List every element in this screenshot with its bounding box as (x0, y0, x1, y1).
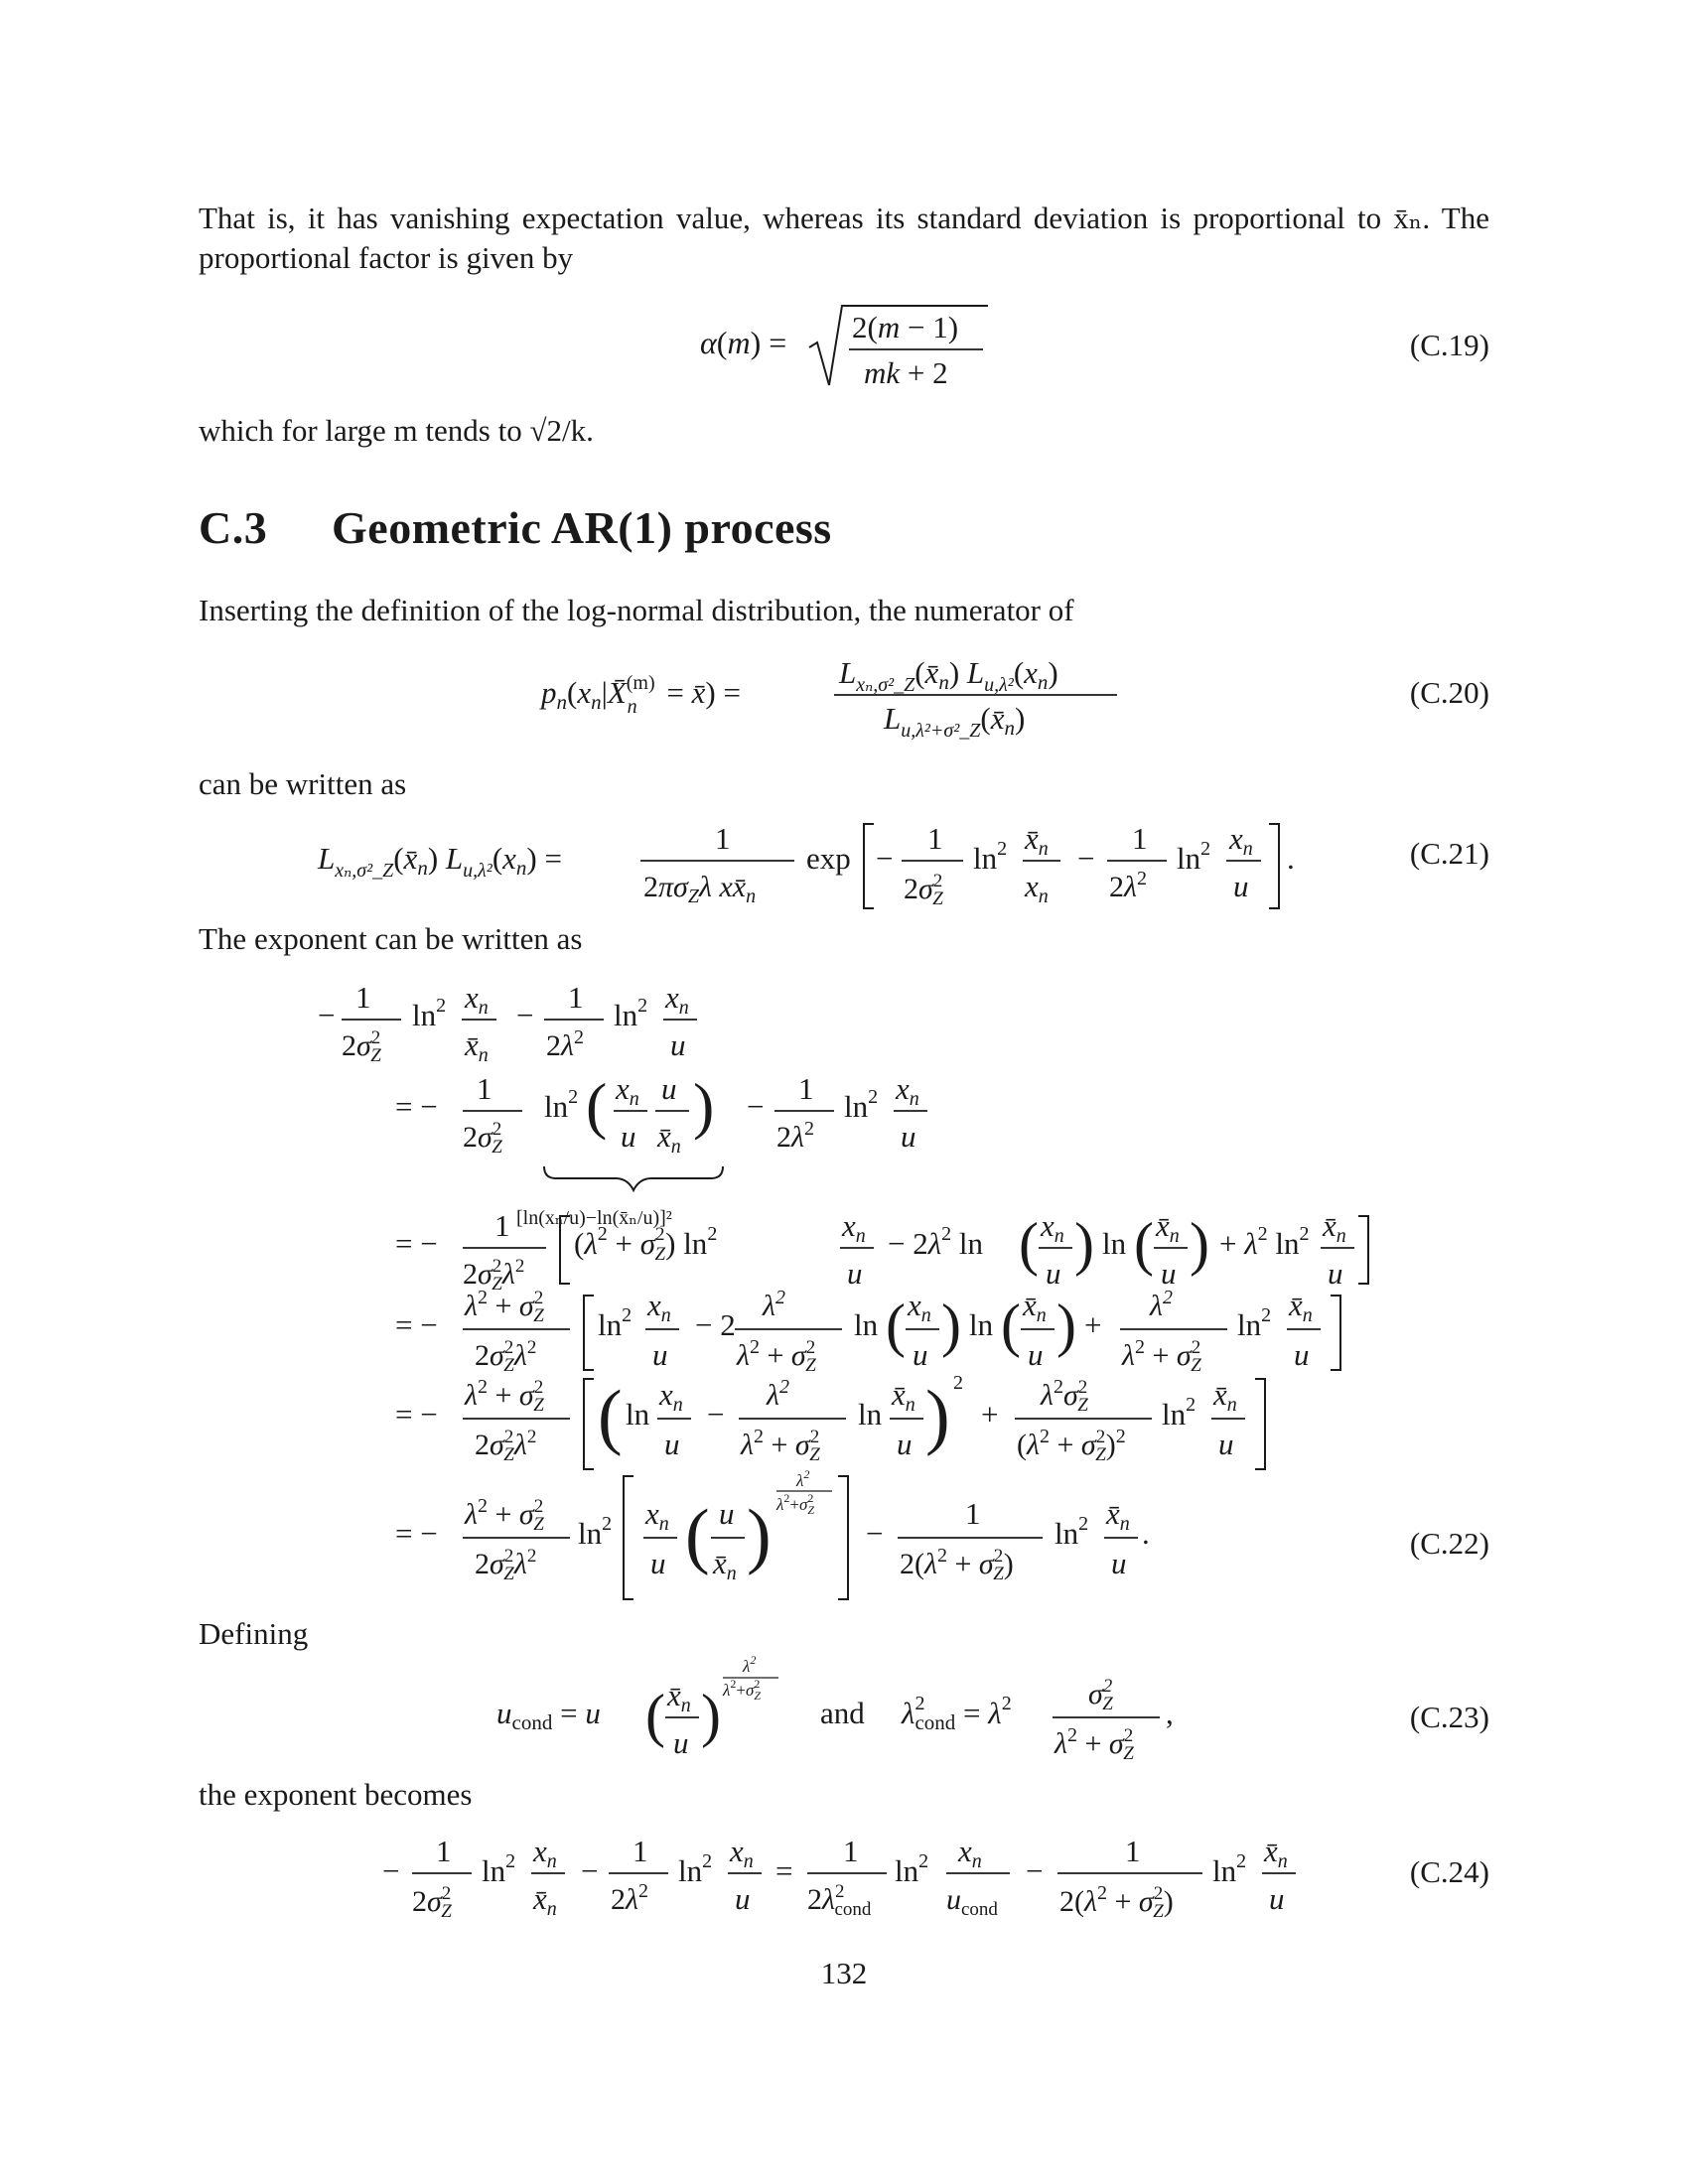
svg-text:x̄n: x̄n (1023, 1288, 1047, 1326)
svg-text:u: u (673, 1725, 689, 1760)
svg-text:λ2 + σ2Z: $\lambda^2 + \sigma^2$ Z (737, 1336, 816, 1376)
svg-text:ln: ln (854, 1307, 879, 1342)
svg-text:): ) (747, 1495, 772, 1576)
svg-text:xn: xn (842, 1208, 866, 1247)
svg-text:u: u (913, 1337, 928, 1372)
svg-text:xn: xn (616, 1071, 639, 1110)
equation-number-c22: (C.22) (1409, 1526, 1489, 1561)
svg-text:xn: xn (533, 1834, 557, 1872)
equation-number-c20: (C.20) (1409, 675, 1489, 710)
svg-text:ucond: $u_{cond}$ (946, 1883, 998, 1920)
svg-text:xn: xn (659, 1377, 683, 1416)
svg-text:−: − (707, 1397, 725, 1432)
svg-text:u: u (652, 1337, 668, 1372)
svg-text:.: . (1142, 1516, 1150, 1551)
svg-text:x̄n: x̄n (1213, 1377, 1237, 1416)
svg-text:x̄n: x̄n (1025, 821, 1049, 860)
svg-text:x̄n: x̄n (713, 1546, 737, 1584)
svg-text:λ2 + σ2Z: $\lambda^2 + \sigma^2$ Z (465, 1376, 544, 1416)
svg-text:2λ2: $2\lambda^2$ (776, 1118, 814, 1154)
svg-text:= −: = − (395, 1226, 438, 1261)
svg-text:α(m) =: α(m) = (700, 325, 787, 360)
svg-text:xn: xn (958, 1834, 982, 1872)
svg-text:ln: ln (858, 1397, 883, 1432)
svg-text:ucond = u: ucond = u (496, 1696, 601, 1734)
svg-text:1: 1 (633, 1834, 648, 1868)
equation-number-c19: (C.19) (1409, 328, 1489, 362)
svg-text:2πσZλ xx̄n: $2\pi\sigma_Z\lambda$ $xx̄_n$ (643, 871, 757, 907)
svg-text:= −: = − (395, 1307, 438, 1342)
svg-text:− 2: − 2 (695, 1307, 736, 1342)
paragraph-exponent-becomes: the exponent becomes (199, 1777, 473, 1812)
svg-text:λ2 + σ2Z: $\lambda^2 + \sigma^2$ Z (741, 1426, 820, 1465)
svg-text:− 2λ2 ln: − $2\lambda^2$ ln (888, 1223, 984, 1261)
svg-text:Lxₙ,σ²_Z(x̄n) Lu,λ²(xn) =: $L_{x_n,\sigma^2\_Z}(x̄n) L_{u,\lambda^2}(xn)$ = (318, 841, 562, 882)
svg-text:ln2: $\ln^2$ (1237, 1304, 1272, 1342)
svg-text:u: u (1218, 1427, 1234, 1461)
svg-text:pn(xn|X̄(m)n = x̄) =: pn(xn|X̄$^{(m)}$ n = x̄) = (541, 672, 741, 718)
svg-text:(: ( (1134, 1211, 1154, 1277)
svg-text:u: u (1028, 1337, 1044, 1372)
svg-text:2σ2Z: $2\sigma^2$ Z (342, 1027, 381, 1066)
svg-text:x̄n: x̄n (1323, 1208, 1346, 1247)
svg-text:λ2: $\lambda^2$ (763, 1287, 785, 1322)
svg-text:1: 1 (965, 1496, 981, 1531)
c22-brace-label: [ln(xₙ/u)−ln(x̄ₙ/u)]² (516, 1207, 672, 1229)
svg-text:(: ( (586, 1070, 608, 1141)
svg-text:λ2+σ2Z: $\lambda^2+\sigma^2$ Z (776, 1491, 815, 1517)
equation-number-c24: (C.24) (1409, 1854, 1489, 1889)
svg-text:−: − (318, 998, 336, 1032)
svg-text:λ2: $\lambda^2$ (767, 1376, 789, 1412)
svg-text:u: u (1328, 1256, 1343, 1291)
svg-text:x̄n: x̄n (1289, 1288, 1313, 1326)
svg-text:ln2: $\ln^2$ (578, 1513, 613, 1551)
equation-c20 (541, 645, 1137, 745)
svg-text:−: − (1077, 841, 1095, 876)
svg-text:ln2: $\ln^2$ (844, 1086, 879, 1124)
svg-text:2σ2Zλ2: $2\sigma^2$ $Z\lambda^2$ (475, 1337, 537, 1376)
svg-text:(λ2 + σ2Z) ln2: ($\lambda^2 + \sigma^2$ Z) $\ln^2$ (574, 1223, 718, 1265)
equation-c21 (318, 809, 1295, 918)
svg-text:ln2: $\ln^2$ (1177, 838, 1211, 876)
svg-text:2σ2Zλ2: $2\sigma^2$ $Z\lambda^2$ (475, 1427, 537, 1465)
svg-text:): ) (1190, 1211, 1209, 1277)
svg-text:(: ( (1001, 1293, 1021, 1358)
svg-text:λ2 + σ2Z: $\lambda^2 + \sigma^2$ Z (1122, 1336, 1201, 1376)
svg-text:λ2 + σ2Z: $\lambda^2 + \sigma^2$ Z (1055, 1724, 1134, 1764)
svg-text:xn: xn (1229, 821, 1253, 860)
svg-text:= −: = − (395, 1397, 438, 1432)
paragraph-large-m: which for large m tends to √2/k. (199, 413, 594, 448)
page-number: 132 (820, 1956, 868, 1990)
svg-text:(: ( (685, 1495, 710, 1576)
svg-text:−: − (581, 1853, 599, 1888)
c22-line-5 (395, 1372, 1265, 1469)
svg-text:ln2: $\ln^2$ (678, 1850, 713, 1888)
svg-text:ln2: $\ln^2$ (544, 1086, 579, 1124)
svg-text:u: u (670, 1027, 686, 1062)
svg-text:u: u (1294, 1337, 1310, 1372)
svg-text:u: u (1233, 869, 1249, 903)
svg-text:2σ2Z: $2\sigma^2$ Z (463, 1119, 502, 1158)
svg-text:ln2: $\ln^2$ (482, 1850, 516, 1888)
svg-text:ln2: $\ln^2$ (614, 995, 648, 1032)
svg-text:u: u (664, 1427, 680, 1461)
svg-text:ln2: $\ln^2$ (1212, 1850, 1247, 1888)
svg-text:2λ2: $2\lambda^2$ (546, 1026, 584, 1062)
svg-text:u: u (650, 1546, 666, 1580)
svg-text:+: + (981, 1397, 999, 1432)
svg-text:): ) (1056, 1293, 1076, 1358)
svg-text:1: 1 (436, 1834, 452, 1868)
svg-text:x̄n: x̄n (465, 1027, 489, 1066)
svg-text:u: u (719, 1496, 735, 1531)
svg-text:1: 1 (1132, 821, 1148, 856)
svg-text:2σ2Z: $2\sigma^2$ Z (412, 1883, 452, 1922)
svg-text:λ2: $\lambda^2$ (743, 1653, 757, 1676)
svg-text:λ2: $\lambda^2$ (1150, 1287, 1173, 1322)
svg-text:u: u (1269, 1881, 1285, 1916)
svg-text:u: u (897, 1427, 913, 1461)
svg-text:= −: = − (395, 1089, 438, 1124)
svg-text:2(λ2 + σ2Z): $2(\lambda^2 + \sigma^2$ Z) (1059, 1882, 1174, 1922)
svg-text:u: u (735, 1881, 751, 1916)
svg-text:xn: xn (665, 980, 689, 1019)
svg-text:ln2: $\ln^2$ (412, 995, 447, 1032)
svg-text:= −: = − (395, 1516, 438, 1551)
svg-text:(λ2 + σ2Z)2: ($\lambda^2 + \sigma^2$ Z)$^2$ (1017, 1426, 1126, 1465)
svg-text:xn: xn (908, 1288, 931, 1326)
c22-line-1 (318, 980, 697, 1066)
svg-text:2: 2 (953, 1372, 963, 1394)
svg-text:1: 1 (927, 821, 943, 856)
svg-text:(: ( (886, 1293, 906, 1358)
svg-text:x̄n: x̄n (1106, 1496, 1130, 1535)
svg-text:ln2: $\ln^2$ (973, 838, 1008, 876)
svg-text:ln: ln (626, 1397, 650, 1432)
c22-line-6 (395, 1467, 1150, 1599)
svg-text:xn: xn (465, 980, 489, 1019)
svg-text:ln2: $\ln^2$ (1162, 1394, 1196, 1432)
svg-text:u: u (1161, 1256, 1177, 1291)
svg-text:−: − (747, 1089, 765, 1124)
svg-text:xn: xn (647, 1288, 671, 1326)
svg-text:2σ2Zλ2: $2\sigma^2$ $Z\lambda^2$ (475, 1546, 537, 1584)
svg-text:u: u (621, 1119, 636, 1154)
svg-text:x̄n: x̄n (667, 1678, 691, 1716)
svg-text:1: 1 (715, 821, 731, 856)
svg-text:2σ2Zλ2: $2\sigma^2$ $Z\lambda^2$ (463, 1256, 525, 1295)
svg-text:xn: xn (730, 1834, 754, 1872)
svg-text:−: − (866, 1516, 884, 1551)
paragraph-defining: Defining (199, 1616, 309, 1651)
svg-text:+: + (1084, 1307, 1102, 1342)
svg-text:): ) (693, 1070, 715, 1141)
svg-text:x̄n: x̄n (1264, 1834, 1288, 1872)
svg-text:λ2cond = λ2: $\lambda^2$ cond = $\lambda^2$ (902, 1693, 1012, 1734)
svg-text:2σ2Z: $2\sigma^2$ Z (904, 871, 943, 909)
svg-text:λ2 + σ2Z: $\lambda^2 + \sigma^2$ Z (465, 1287, 544, 1326)
svg-text:x̄n: x̄n (657, 1119, 681, 1158)
svg-text:2λ2cond: $2\lambda^2$ cond (807, 1881, 872, 1920)
svg-text:ln: ln (969, 1307, 994, 1342)
svg-text:exp: exp (806, 841, 851, 876)
svg-text:u: u (661, 1071, 677, 1106)
c22-line-2 (395, 1070, 927, 1229)
svg-text:1: 1 (1125, 1834, 1141, 1868)
svg-text:−: − (516, 998, 534, 1032)
section-number: C.3 (199, 502, 268, 553)
paragraph-exponent: The exponent can be written as (199, 921, 583, 956)
c22-line-4 (395, 1287, 1340, 1376)
paragraph-can-be-written: can be written as (199, 766, 407, 801)
equation-number-c21: (C.21) (1409, 836, 1489, 871)
svg-text:(: ( (645, 1683, 665, 1748)
svg-text:ln2: $\ln^2$ (1055, 1513, 1089, 1551)
svg-text:2(m − 1): 2(m − 1) (852, 310, 959, 344)
section-title: Geometric AR(1) process (332, 502, 832, 553)
svg-text:ln: ln (1102, 1226, 1127, 1261)
svg-text:(: ( (1019, 1211, 1039, 1277)
equation-c23 (496, 1648, 1192, 1767)
svg-text:1: 1 (843, 1834, 859, 1868)
svg-text:u: u (901, 1119, 916, 1154)
svg-text:λ2: $\lambda^2$ (796, 1467, 810, 1490)
svg-text:x̄n: x̄n (533, 1881, 557, 1920)
svg-text:ln2: $\ln^2$ (895, 1850, 929, 1888)
svg-text:1: 1 (798, 1071, 814, 1106)
svg-text:ln2: $\ln^2$ (598, 1304, 633, 1342)
paragraph-inserting: Inserting the definition of the log-normal distribution, the numerator of (199, 593, 1074, 627)
equation-c22 (318, 968, 1370, 1603)
svg-text:.: . (1287, 841, 1295, 876)
svg-text:mk + 2: mk + 2 (864, 355, 948, 390)
svg-text:u: u (1046, 1256, 1061, 1291)
svg-text:=: = (775, 1853, 793, 1888)
svg-text:2λ2: $2\lambda^2$ (1109, 868, 1147, 903)
svg-text:Lxₙ,σ²_Z(x̄n) Lu,λ²(xn): $L_{x_n,\sigma^2\_Z}(x̄n)$ $L_{u,\lambda^2}(xn)$ (839, 655, 1058, 696)
svg-text:λ2σ2Z: $\lambda^2\sigma^2$ Z (1041, 1376, 1088, 1416)
svg-text:xn: xn (645, 1496, 669, 1535)
svg-text:−: − (876, 841, 894, 876)
svg-text:−: − (382, 1853, 400, 1888)
equation-number-c23: (C.23) (1409, 1700, 1489, 1734)
svg-text:u: u (847, 1256, 863, 1291)
svg-text:2λ2: $2\lambda^2$ (611, 1880, 648, 1916)
equation-c19 (685, 298, 1003, 397)
svg-text:Lu,λ²+σ²_Z(x̄n): $L_{u,\lambda^2+\sigma^2\_Z}(x̄n)$ (884, 701, 1026, 742)
svg-text:,: , (1166, 1696, 1174, 1730)
svg-text:x̄n: x̄n (892, 1377, 915, 1416)
equation-c24 (382, 1822, 1326, 1931)
svg-text:xn: xn (896, 1071, 919, 1110)
svg-text:−: − (1026, 1853, 1044, 1888)
section-heading (199, 501, 832, 554)
svg-text:1: 1 (568, 980, 584, 1015)
svg-text:(: ( (598, 1376, 623, 1457)
svg-text:1: 1 (355, 980, 371, 1015)
paragraph-intro: That is, it has vanishing expectation value, whereas its standard deviation is proportional to x̄ₙ. The proportional factor is given by (199, 201, 1489, 275)
svg-text:): ) (925, 1376, 950, 1457)
svg-text:σ2Z: $\sigma^2$ Z (1088, 1676, 1113, 1714)
svg-text:1: 1 (477, 1071, 492, 1106)
svg-text:xn: xn (1041, 1208, 1064, 1247)
svg-text:xn: xn (1025, 869, 1049, 907)
svg-text:λ2 + σ2Z: $\lambda^2 + \sigma^2$ Z (465, 1495, 544, 1535)
svg-text:): ) (941, 1293, 961, 1358)
svg-text:): ) (701, 1683, 721, 1748)
svg-text:x̄n: x̄n (1156, 1208, 1180, 1247)
svg-text:u: u (1111, 1546, 1127, 1580)
and-word: and (820, 1696, 865, 1730)
svg-text:1: 1 (494, 1208, 510, 1243)
svg-text:λ2+σ2Z: $\lambda^2+\sigma^2$ Z (723, 1677, 762, 1703)
svg-text:2(λ2 + σ2Z): $2(\lambda^2 + \sigma^2$ Z) (900, 1545, 1014, 1584)
svg-text:): ) (1074, 1211, 1094, 1277)
svg-text:+ λ2 ln2: + $\lambda^2$ $\ln^2$ (1219, 1223, 1310, 1261)
